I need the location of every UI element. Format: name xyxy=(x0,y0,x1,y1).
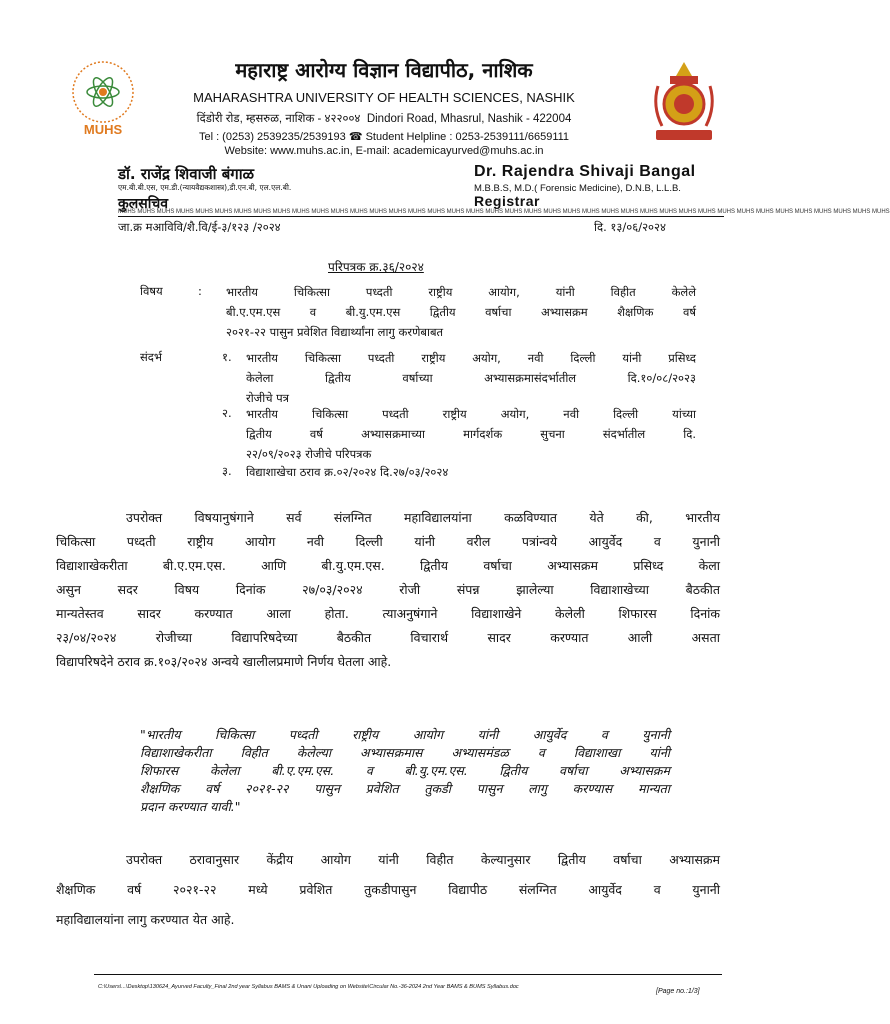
designation-english: Registrar xyxy=(474,193,540,209)
reference-number-3: ३. xyxy=(222,464,232,478)
subject-label: विषय xyxy=(140,284,163,298)
quote-line: शिफारस केलेला बी.ए.एम.एस. व बी.यु.एम.एस. द्वितीय वर्षाचा अभ्यासक्रम xyxy=(140,763,670,778)
reference-item xyxy=(246,404,696,464)
contact-line xyxy=(0,130,768,143)
reference-item xyxy=(246,348,696,408)
body-line: मान्यतेस्तव सादर करण्यात आला होता. त्याअनुषंगाने विद्याशाखेने केलेली शिफारस दिनांक xyxy=(56,606,720,621)
subject-colon: : xyxy=(198,284,202,298)
quote-line: "भारतीय चिकित्सा पध्दती राष्ट्रीय आयोग यांनी आयुर्वेद व युनानी xyxy=(140,727,670,742)
qualification-english: M.B.B.S, M.D.( Forensic Medicine), D.N.B, L.L.B. xyxy=(474,183,681,194)
reference-item xyxy=(246,462,696,482)
reference-number-2: २. xyxy=(222,406,232,420)
university-name-english: MAHARASHTRA UNIVERSITY OF HEALTH SCIENCES, NASHIK xyxy=(193,90,575,105)
page-number: [Page no.:1/3] xyxy=(656,988,700,995)
subject-line: भारतीय चिकित्सा पध्दती राष्ट्रीय आयोग, यांनी विहीत केलेले xyxy=(226,285,696,299)
watermark-strip: MUHS MUHS MUHS MUHS MUHS MUHS MUHS MUHS MUHS MUHS MUHS MUHS MUHS MUHS MUHS MUHS MUHS MUHS MUHS MUHS MUHS MUHS MUHS MUHS MUHS MUHS MUHS MUHS MUHS MUHS MUHS MUHS MUHS MUHS MUHS MUHS MUHS MUHS MUHS MUHS xyxy=(118,209,890,215)
registrar-name-english: Dr. Rajendra Shivaji Bangal xyxy=(474,163,696,180)
address-line xyxy=(0,111,768,126)
resolution-quote xyxy=(140,726,670,816)
student-helpline: Student Helpline : 0253-2539111/6659111 xyxy=(365,131,570,143)
phone-icon: ☎ xyxy=(348,131,363,143)
subject-text xyxy=(226,282,696,342)
reference-line: रोजीचे पत्र xyxy=(246,391,290,405)
body-paragraph-1 xyxy=(56,506,720,674)
university-name-marathi: महाराष्ट्र आरोग्य विज्ञान विद्यापीठ, नाशिक xyxy=(235,58,533,82)
reference-line: २२/०९/२०२३ रोजीचे परिपत्रक xyxy=(246,447,372,461)
address-marathi: दिंडोरी रोड, म्हसरुळ, नाशिक - ४२२००४ xyxy=(196,113,361,125)
footer-divider xyxy=(94,974,722,975)
body-line: २३/०४/२०२४ रोजीच्या विद्यापरिषदेच्या बैठकीत विचारार्थ सादर करण्यात आली असता xyxy=(56,630,720,645)
reference-number: जा.क्र मआविवि/शै.वि/ई-३/१२३ /२०२४ xyxy=(118,220,281,234)
body-line: चिकित्सा पध्दती राष्ट्रीय आयोग नवी दिल्ली यांनी वरील पत्रांन्वये आयुर्वेद व युनानी xyxy=(56,534,720,549)
registrar-name-marathi: डॉ. राजेंद्र शिवाजी बंगाळ xyxy=(118,165,255,183)
reference-line: केलेला द्वितीय वर्षाच्या अभ्यासक्रमासंदर्भातील दि.१०/०८/२०२३ xyxy=(246,371,696,385)
body-line: असुन सदर विषय दिनांक २७/०३/२०२४ रोजी संपन्न झालेल्या विद्याशाखेच्या बैठकीत xyxy=(56,582,720,597)
reference-number-1: १. xyxy=(222,350,232,364)
designation-marathi: कुलसचिव xyxy=(118,196,169,212)
reference-line: विद्याशाखेचा ठराव क्र.०२/२०२४ दि.२७/०३/२०२४ xyxy=(246,465,449,479)
quote-line: शैक्षणिक वर्ष २०२१-२२ पासुन प्रवेशित तुकडी पासुन लागु करण्यास मान्यता xyxy=(140,781,670,796)
body-line: शैक्षणिक वर्ष २०२१-२२ मध्ये प्रवेशित तुकडीपासुन विद्यापीठ संलग्नित आयुर्वेद व युनानी xyxy=(56,882,720,897)
body-line: विद्याशाखेकरीता बी.ए.एम.एस. आणि बी.यु.एम.एस. द्वितीय वर्षाचा अभ्यासक्रम प्रसिध्द केला xyxy=(56,558,720,573)
reference-line: भारतीय चिकित्सा पध्दती राष्ट्रीय अयोग, नवी दिल्ली यांनी प्रसिध्द xyxy=(246,351,696,365)
letter-date: दि. १३/०६/२०२४ xyxy=(594,220,666,234)
footer-file-path: C:\Users\...\Desktop\130624_Ayurved Faculty_Final 2nd year Syllabus BAMS & Unani Uploading on Website\Circular No.-36-2024 2nd Year BAMS & BUMS Syllabus.doc xyxy=(98,984,519,990)
reference-label: संदर्भ xyxy=(140,350,162,364)
body-line: उपरोक्त विषयानुषंगाने सर्व संलग्नित महाविद्यालयांना कळविण्यात येते की, भारतीय xyxy=(126,510,720,525)
body-line: महाविद्यालयांना लागु करण्यात येत आहे. xyxy=(56,912,235,927)
quote-line: विद्याशाखेकरीता विहीत केलेल्या अभ्यासक्रमास अभ्यासमंडळ व विद्याशाखा यांनी xyxy=(140,745,670,760)
subject-line: बी.ए.एम.एस व बी.यु.एम.एस द्वितीय वर्षाचा अभ्यासक्रम शैक्षणिक वर्ष xyxy=(226,305,696,319)
reference-line: द्वितीय वर्ष अभ्यासक्रमाच्या मार्गदर्शक सुचना संदर्भातील दि. xyxy=(246,427,696,441)
circular-title: परिपत्रक क्र.३६/२०२४ xyxy=(328,260,424,274)
address-english: Dindori Road, Mhasrul, Nashik - 422004 xyxy=(366,113,572,125)
body-line: विद्यापरिषदेने ठराव क्र.१०३/२०२४ अन्वये खालीलप्रमाणे निर्णय घेतला आहे. xyxy=(56,654,392,669)
website-email: Website: www.muhs.ac.in, E-mail: academicayurved@muhs.ac.in xyxy=(224,145,544,157)
quote-line: प्रदान करण्यात यावी." xyxy=(140,799,241,814)
qualification-marathi: एम.बी.बी.एस, एम.डी.(न्यायवैद्यकशास्त्र),डी.एन.बी, एल.एल.बी. xyxy=(118,183,292,192)
logo-text: MUHS xyxy=(83,122,123,137)
body-line: उपरोक्त ठरावानुसार केंद्रीय आयोग यांनी विहीत केल्यानुसार द्वितीय वर्षाचा अभ्यासक्रम xyxy=(126,852,720,867)
subject-line: २०२१-२२ पासुन प्रवेशित विद्यार्थ्यांना लागु करणेबाबत xyxy=(226,325,444,339)
telephone: Tel : (0253) 2539235/2539193 xyxy=(198,131,346,143)
reference-line: भारतीय चिकित्सा पध्दती राष्ट्रीय अयोग, नवी दिल्ली यांच्या xyxy=(246,407,696,421)
body-paragraph-2 xyxy=(56,848,720,932)
